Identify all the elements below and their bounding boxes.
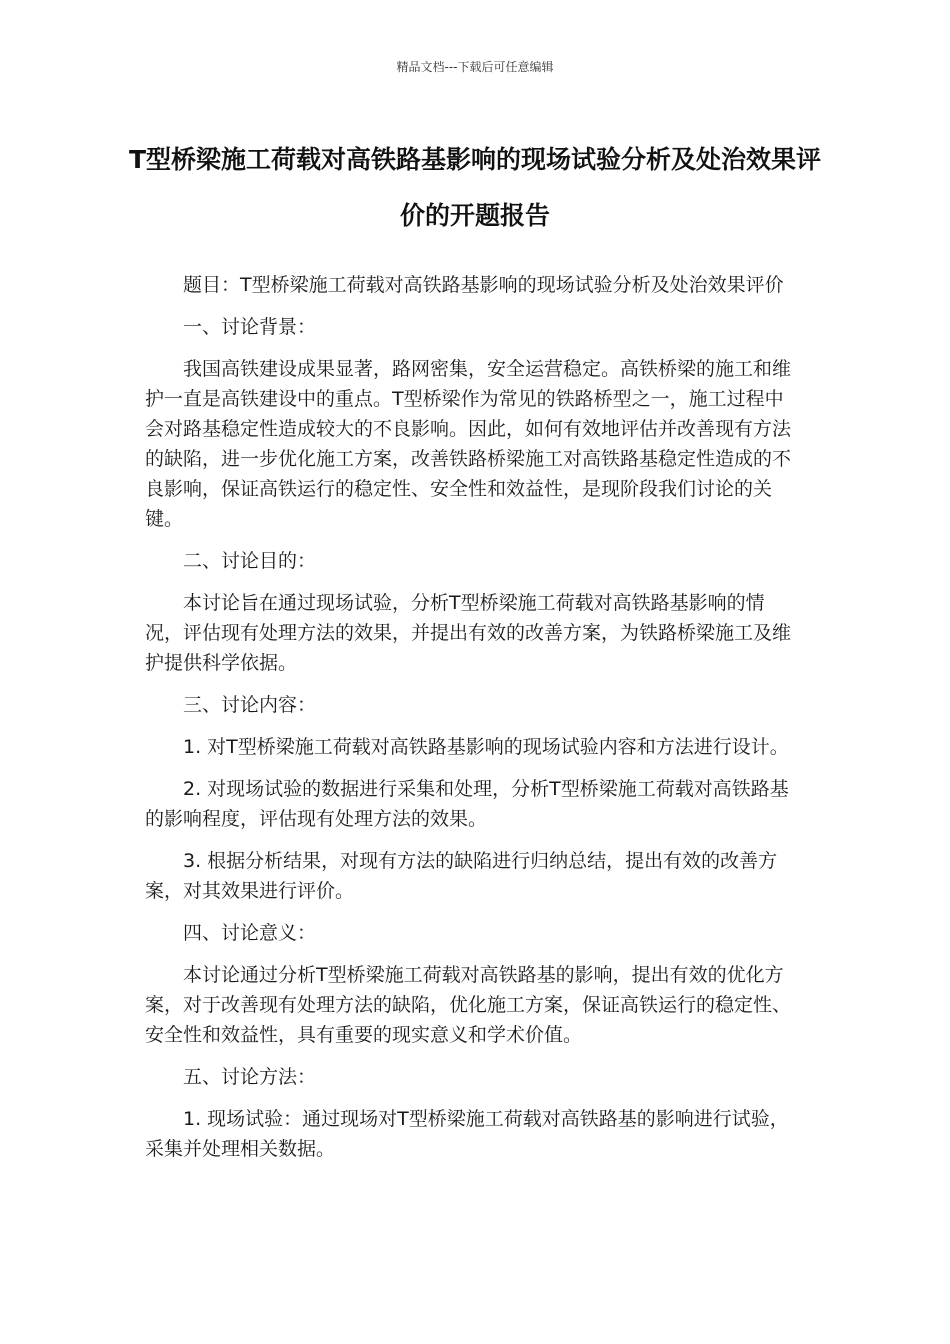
significance-paragraph: 本讨论通过分析T型桥梁施工荷载对高铁路基的影响，提出有效的优化方案，对于改善现有处理方法的缺陷，优化施工方案，保证高铁运行的稳定性、安全性和效益性，具有重要的现实意义和学术价值。 <box>145 964 792 1046</box>
document-title: T型桥梁施工荷载对高铁路基影响的现场试验分析及处治效果评价的开题报告 <box>128 145 822 230</box>
document-body <box>145 270 800 1176</box>
content-item-3: 3. 根据分析结果，对现有方法的缺陷进行归纳总结，提出有效的改善方案，对其效果进行评价。 <box>145 850 778 902</box>
content-item-1: 1. 对T型桥梁施工荷载对高铁路基影响的现场试验内容和方法进行设计。 <box>183 736 789 758</box>
section-heading-background: 一、讨论背景： <box>183 316 317 338</box>
content-item-2: 2. 对现场试验的数据进行采集和处理，分析T型桥梁施工荷载对高铁路基的影响程度，评估现有处理方法的效果。 <box>145 778 789 830</box>
section-heading-significance: 四、讨论意义： <box>183 922 317 944</box>
header-watermark: 精品文档---下载后可任意编辑 <box>396 60 554 74</box>
purpose-paragraph: 本讨论旨在通过现场试验，分析T型桥梁施工荷载对高铁路基影响的情况，评估现有处理方法的效果，并提出有效的改善方案，为铁路桥梁施工及维护提供科学依据。 <box>145 592 792 674</box>
background-paragraph: 我国高铁建设成果显著，路网密集，安全运营稳定。高铁桥梁的施工和维护一直是高铁建设中的重点。T型桥梁作为常见的铁路桥型之一，施工过程中会对路基稳定性造成较大的不良影响。因此，如何有效地评估并改善现有方法的缺陷，进一步优化施工方案，改善铁路桥梁施工对高铁路基稳定性造成的不良影响，保证高铁运行的稳定性、安全性和效益性，是现阶段我们讨论的关键。 <box>145 358 792 530</box>
method-item-1: 1. 现场试验：通过现场对T型桥梁施工荷载对高铁路基的影响进行试验，采集并处理相关数据。 <box>145 1108 789 1160</box>
section-heading-method: 五、讨论方法： <box>183 1066 317 1088</box>
topic-paragraph: 题目：T型桥梁施工荷载对高铁路基影响的现场试验分析及处治效果评价 <box>183 274 784 296</box>
section-heading-purpose: 二、讨论目的： <box>183 550 317 572</box>
section-heading-content: 三、讨论内容： <box>183 694 317 716</box>
